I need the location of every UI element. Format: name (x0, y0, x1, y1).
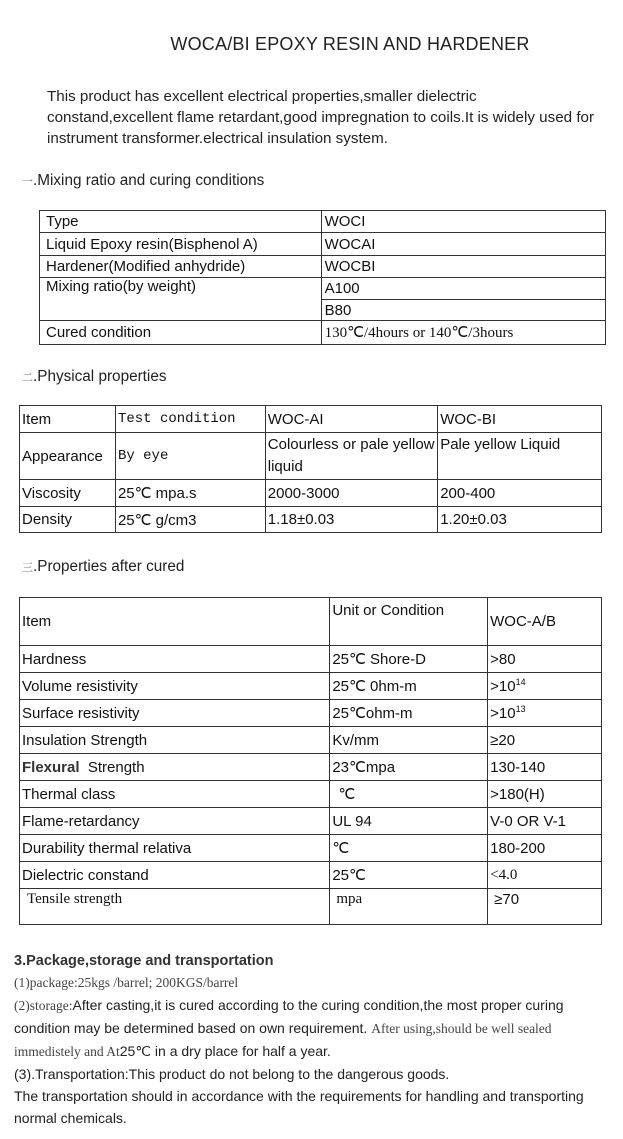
storage-text: After casting,it is cured according to the curing condition,the most proper curing condition may be determined based on own requirement. (14, 997, 564, 1036)
table-row (20, 754, 602, 781)
storage-text-end: 25℃ in a dry place for half a year. (119, 1043, 331, 1059)
row-value: A100 (321, 278, 605, 300)
cell: Density (20, 507, 116, 533)
cell: Surface resistivity (20, 700, 330, 727)
value-text: >10 (490, 677, 516, 695)
header-cell: Item (20, 598, 330, 646)
cured-properties-table (19, 597, 602, 925)
page-title: WOCA/BI EPOXY RESIN AND HARDENER (170, 34, 530, 54)
cell: 130-140 (488, 754, 602, 781)
exponent: 13 (515, 703, 526, 714)
exponent: 14 (515, 676, 526, 687)
cell: >80 (488, 646, 602, 673)
row-value: 130℃/4hours or 140℃/3hours (321, 321, 605, 345)
storage-paragraph (14, 994, 614, 1063)
row-label-empty (40, 300, 322, 321)
cell: 25℃ 0hm-m (330, 673, 488, 700)
cell: Flame-retardancy (20, 808, 330, 835)
table-row (20, 700, 602, 727)
cell: Tensile strength (20, 889, 330, 925)
package-line: (1)package:25kgs /barrel; 200KGS/barrel (14, 975, 239, 990)
cell: Hardness (20, 646, 330, 673)
cell: Durability thermal relativa (20, 835, 330, 862)
row-value: WOCAI (321, 233, 605, 256)
header-cell: Unit or Condition (330, 598, 488, 646)
section-2-number: 二 (22, 371, 33, 384)
cell: Viscosity (20, 480, 116, 507)
table-row (20, 646, 602, 673)
cell: Pale yellow Liquid (438, 433, 602, 480)
cell: 1.20±0.03 (438, 507, 602, 533)
table-row (40, 233, 606, 256)
cell: 2000-3000 (265, 480, 437, 507)
section-1-number: 一 (22, 175, 33, 188)
section-1-heading (22, 172, 264, 190)
row-label: Type (40, 211, 322, 233)
header-cell: WOC-A/B (488, 598, 602, 646)
cell: ℃ (330, 835, 488, 862)
table-row (20, 781, 602, 808)
header-cell: WOC-AI (265, 406, 437, 433)
cell: >180(H) (488, 781, 602, 808)
table-header-row (20, 598, 602, 646)
section-3-heading (22, 558, 184, 576)
section-1-title: .Mixing ratio and curing conditions (33, 172, 265, 189)
section-2-title: .Physical properties (33, 368, 167, 385)
cell: By eye (115, 433, 265, 480)
package-section (14, 950, 614, 1129)
row-value: B80 (321, 300, 605, 321)
cell: 25℃ mpa.s (115, 480, 265, 507)
cell: 25℃ (330, 862, 488, 889)
row-label: Cured condition (40, 321, 322, 345)
table-row (20, 808, 602, 835)
cell: 25℃ g/cm3 (115, 507, 265, 533)
storage-label: (2)storage: (14, 998, 73, 1013)
row-value: WOCBI (321, 256, 605, 278)
storage-text-serif: After using,should be well sealed immedistely and At (14, 1021, 552, 1059)
cell: UL 94 (330, 808, 488, 835)
transport-requirements: The transportation should in accordance with the requirements for handling and transporting normal chemicals. (14, 1088, 584, 1126)
cell: Colourless or pale yellow liquid (265, 433, 437, 480)
table-row (40, 278, 606, 300)
cell: 200-400 (438, 480, 602, 507)
row-label: Mixing ratio(by weight) (40, 278, 322, 300)
table-row (20, 862, 602, 889)
cell: ≥20 (488, 727, 602, 754)
cell: Thermal class (20, 781, 330, 808)
table-row (20, 673, 602, 700)
table-row (40, 211, 606, 233)
cell (20, 754, 330, 781)
header-cell: WOC-BI (438, 406, 602, 433)
table-row (40, 256, 606, 278)
table-row (20, 889, 602, 925)
table-header-row (20, 406, 602, 433)
cell: ℃ (330, 781, 488, 808)
cell: 23℃mpa (330, 754, 488, 781)
cell: Appearance (20, 433, 116, 480)
cell (488, 700, 602, 727)
table-row (40, 321, 606, 345)
cell: 1.18±0.03 (265, 507, 437, 533)
section-3-number: 三 (22, 561, 33, 574)
table-row (20, 835, 602, 862)
cell: ≥70 (488, 889, 602, 925)
cell (488, 673, 602, 700)
cell: Insulation Strength (20, 727, 330, 754)
section-2-heading (22, 368, 166, 386)
cell: V-0 OR V-1 (488, 808, 602, 835)
package-heading: 3.Package,storage and transportation (14, 953, 274, 969)
row-value: WOCI (321, 211, 605, 233)
row-label: Liquid Epoxy resin(Bisphenol A) (40, 233, 322, 256)
section-3-title: .Properties after cured (33, 558, 185, 575)
cell: Volume resistivity (20, 673, 330, 700)
row-label: Hardener(Modified anhydride) (40, 256, 322, 278)
header-cell: Test condition (115, 406, 265, 433)
cell: Kv/mm (330, 727, 488, 754)
table-row (40, 300, 606, 321)
table-row (20, 727, 602, 754)
value-text: >10 (490, 704, 516, 722)
cell: mpa (330, 889, 488, 925)
cell: Dielectric constand (20, 862, 330, 889)
cell: <4.0 (488, 862, 602, 889)
header-cell: Item (20, 406, 116, 433)
table-row (20, 433, 602, 480)
strength-label: Strength (79, 758, 145, 776)
physical-properties-table (19, 405, 602, 533)
transport-line: (3).Transportation:This product do not belong to the dangerous goods. (14, 1066, 450, 1082)
flexural-label: Flexural (22, 758, 80, 776)
cell: 25℃ Shore-D (330, 646, 488, 673)
cell: 25℃ohm-m (330, 700, 488, 727)
table-row (20, 507, 602, 533)
table-row (20, 480, 602, 507)
cell: 180-200 (488, 835, 602, 862)
intro-paragraph: This product has excellent electrical properties,smaller dielectric constand,excellent flame retardant,good impregnation to coils.It is widely used for instrument transformer.electrical insulation system. (47, 88, 595, 147)
mixing-ratio-table (39, 210, 606, 345)
